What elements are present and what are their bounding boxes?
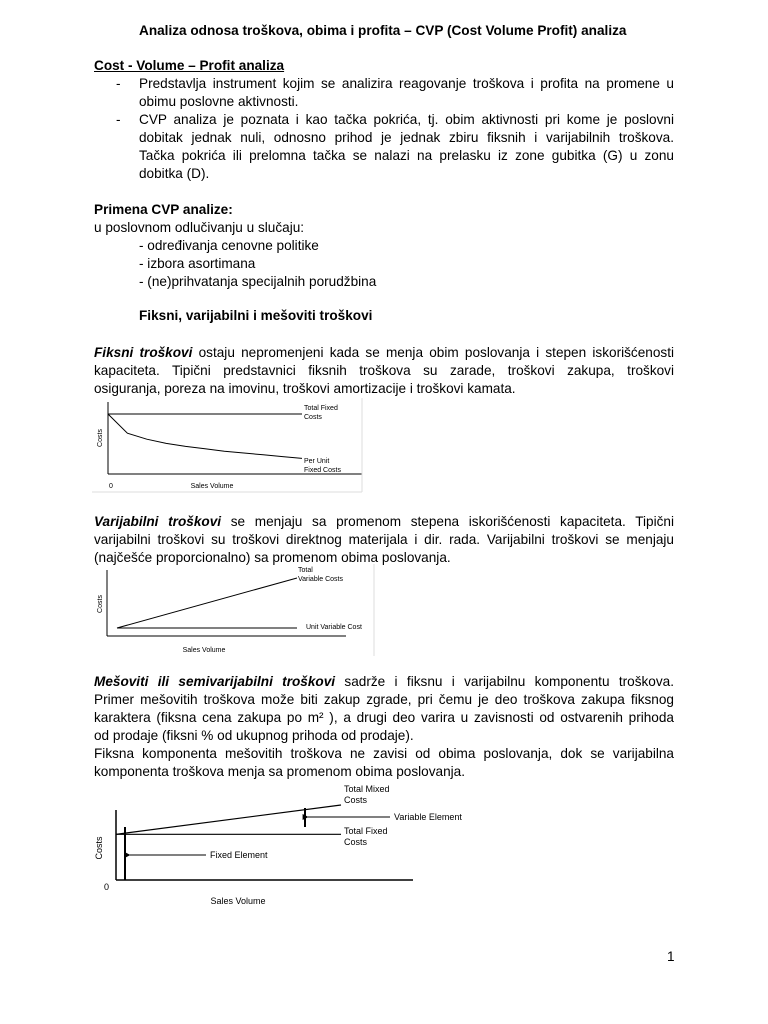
- mesoviti-line-4: od prodaje (fiksni % od ukupnog prihoda od prodaje).: [94, 728, 414, 743]
- chart3-ylabel: Costs: [94, 836, 104, 860]
- page-title: Analiza odnosa troškova, obima i profita – CVP (Cost Volume Profit) analiza: [139, 23, 627, 38]
- chart3-legend-fixed-2: Costs: [344, 837, 368, 847]
- varijabilni-text: se menjaju sa promenom stepena iskorišćenosti kapaciteta. Tipični: [221, 514, 675, 529]
- fiksni-line-2: kapaciteta. Tipični predstavnici fiksnih troškova su zarade, troškovi zakupa, troškovi: [94, 363, 674, 378]
- chart1-legend-total-fixed-2: Costs: [304, 414, 322, 421]
- fiksni-line-1: [94, 344, 674, 362]
- chart1-origin: 0: [109, 483, 113, 490]
- primena-item: - (ne)prihvatanja specijalnih porudžbina: [139, 274, 377, 289]
- chart3-origin: 0: [104, 882, 110, 892]
- mesoviti-line-5: Fiksna komponenta mešovitih troškova ne zavisi od obima poslovanja, dok se varijabilna: [94, 746, 674, 761]
- chart3-variable-element-label: Variable Element: [394, 812, 462, 822]
- chart1-per-unit-fixed-curve: [108, 414, 302, 458]
- varijabilni-line-1: [94, 513, 674, 531]
- chart2-xlabel: Sales Volume: [182, 647, 226, 654]
- chart3-fixed-element-label: Fixed Element: [210, 850, 268, 860]
- chart2-legend-unit: Unit Variable Cost: [306, 624, 362, 631]
- fixed-costs-chart: [92, 398, 364, 494]
- bullet-2-line-2: dobitak jednak nuli, odnosno prihod je jednak zbiru fiksnih i varijabilnih troškova.: [139, 130, 674, 145]
- chart3-legend-fixed-1: Total Fixed: [344, 826, 388, 836]
- bullet-1-line-1: Predstavlja instrument kojim se analizira reagovanje troškova i profita na promene u: [139, 76, 674, 91]
- mesoviti-text: sadrže i fiksnu i varijabilnu komponentu troškova.: [335, 674, 674, 689]
- bullet-dash: -: [116, 112, 121, 127]
- bullet-1-line-2: obimu poslovne aktivnosti.: [139, 94, 299, 109]
- primena-item: - određivanja cenovne politike: [139, 238, 319, 253]
- bullet-2-line-1: CVP analiza je poznata i kao tačka pokrića, tj. obim aktivnosti pri kome je poslovni: [139, 112, 674, 127]
- chart3-legend-mixed-1: Total Mixed: [344, 784, 390, 794]
- section-heading: Fiksni, varijabilni i mešoviti troškovi: [139, 308, 373, 323]
- bullet-2-line-3: Tačka pokrića ili prelomna tačka se nalazi na prelasku iz zone gubitka (G) u zonu: [139, 148, 674, 163]
- fiksni-text: ostaju nepromenjeni kada se menja obim poslovanja i stepen iskorišćenosti: [192, 345, 674, 360]
- mesoviti-line-2: Primer mešovitih troškova može biti zakup zgrade, pri čemu je deo troškova zakupa fiksnog: [94, 692, 674, 707]
- varijabilni-line-3: (najčešće proporcionalno) sa promenom obima poslovanja.: [94, 550, 451, 565]
- chart1-legend-per-unit-2: Fixed Costs: [304, 467, 341, 474]
- chart1-xlabel: Sales Volume: [190, 483, 234, 490]
- chart3-total-mixed-line: [116, 805, 341, 834]
- mesoviti-line-3: karaktera (fiksna cena zakupa po m² ), a drugi deo varira u zavisnosti od ostvarenih prihoda: [94, 710, 674, 725]
- primena-intro: u poslovnom odlučivanju u slučaju:: [94, 220, 305, 235]
- chart3-xlabel: Sales Volume: [210, 896, 266, 906]
- chart2-legend-total-1: Total: [298, 567, 313, 574]
- chart1-legend-per-unit-1: Per Unit: [304, 458, 330, 465]
- fiksni-line-3: osiguranja, poreza na imovinu, troškovi amortizacije i troškovi kamata.: [94, 381, 516, 396]
- mesoviti-term: Mešoviti ili semivarijabilni troškovi: [94, 674, 336, 689]
- varijabilni-line-2: varijabilni troškovi su troškovi direktnog materijala i dir. rada. Varijabilni troškovi se menjaju: [94, 532, 674, 547]
- chart1-legend-total-fixed-1: Total Fixed: [304, 405, 338, 412]
- mixed-costs-chart: [88, 780, 488, 910]
- chart1-ylabel: Costs: [97, 429, 104, 447]
- varijabilni-term: Varijabilni troškovi: [94, 514, 222, 529]
- page-number: 1: [667, 949, 675, 964]
- cvp-heading: Cost - Volume – Profit analiza: [94, 58, 285, 73]
- mesoviti-line-6: komponenta troškova menja sa promenom obima poslovanja.: [94, 764, 466, 779]
- bullet-2-line-4: dobitka (D).: [139, 166, 210, 181]
- bullet-dash: -: [116, 76, 121, 91]
- fiksni-term: Fiksni troškovi: [94, 345, 193, 360]
- mesoviti-line-1: [94, 673, 674, 691]
- chart2-total-variable-line: [117, 578, 297, 628]
- chart2-ylabel: Costs: [97, 595, 104, 613]
- primena-heading: Primena CVP analize:: [94, 202, 233, 217]
- chart3-legend-mixed-2: Costs: [344, 795, 368, 805]
- variable-costs-chart: [92, 564, 382, 656]
- chart2-legend-total-2: Variable Costs: [298, 576, 344, 583]
- primena-item: - izbora asortimana: [139, 256, 256, 271]
